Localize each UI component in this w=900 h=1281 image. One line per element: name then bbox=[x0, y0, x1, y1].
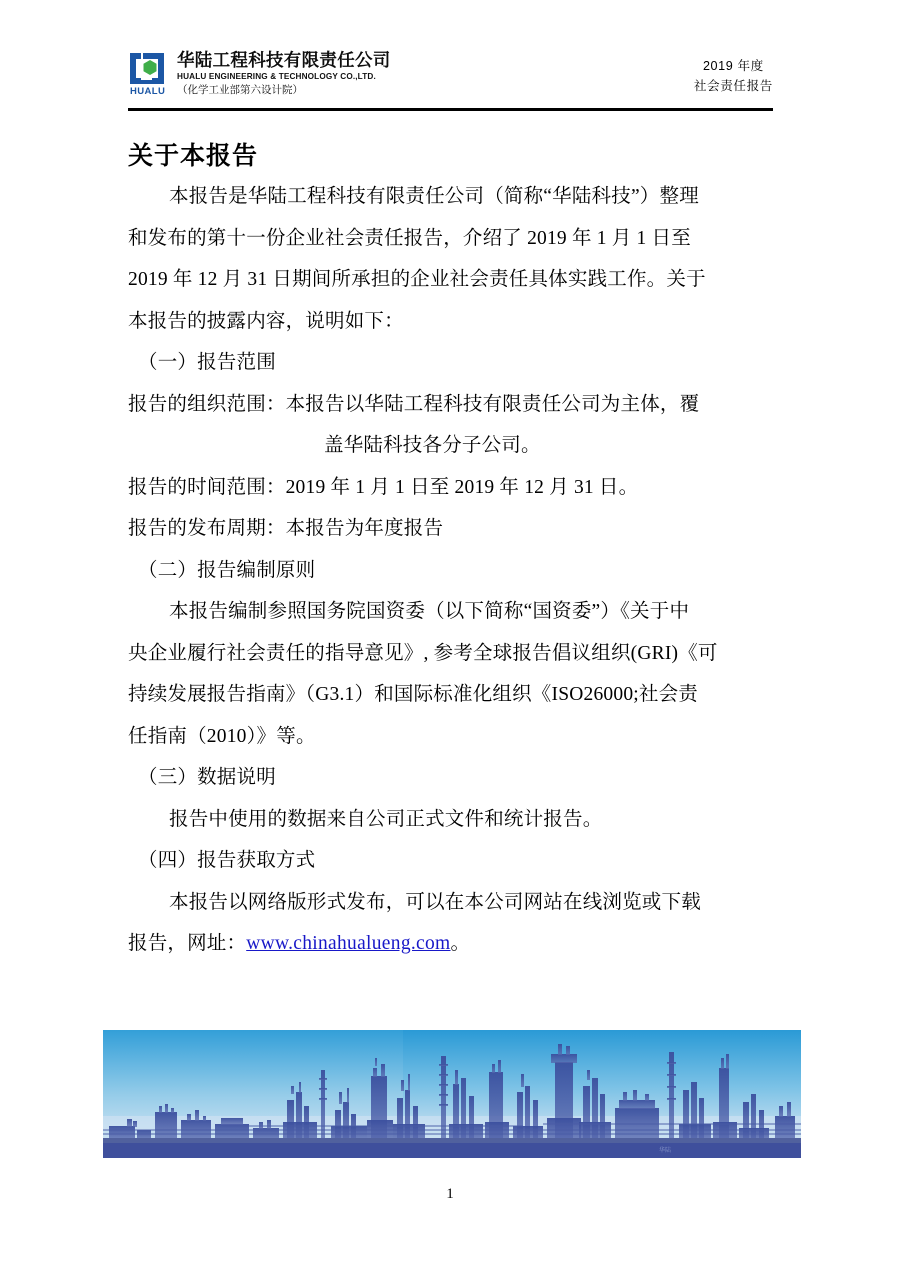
url-line-prefix: 报告，网址： bbox=[128, 933, 247, 954]
company-name-cn: 华陆工程科技有限责任公司 bbox=[177, 50, 391, 70]
heading-section-1 bbox=[128, 342, 776, 384]
heading-section-3 bbox=[128, 757, 776, 799]
heading-section-4 bbox=[128, 840, 776, 882]
section2-heading: （二）报告编制原则 bbox=[138, 559, 316, 581]
intro-line-2: 和发布的第十一份企业社会责任报告，介绍了 2019 年 1 月 1 日至 bbox=[128, 227, 691, 249]
intro-line-3: 2019 年 12 月 31 日期间所承担的企业社会责任具体实践工作。关于 bbox=[128, 269, 706, 290]
intro-line-1: 本报告是华陆工程科技有限责任公司（简称“华陆科技”）整理 bbox=[169, 186, 699, 207]
heading-section-2 bbox=[128, 550, 776, 592]
section3-heading: （三）数据说明 bbox=[138, 767, 276, 788]
svg-text:HUALU: HUALU bbox=[130, 86, 166, 96]
brand-text-block bbox=[177, 50, 391, 97]
paragraph-access-method bbox=[128, 882, 776, 965]
section2-line-2: 央企业履行社会责任的指导意见》, 参考全球报告倡议组织(GRI)《可 bbox=[128, 642, 718, 664]
report-year: 2019 年度 bbox=[702, 59, 764, 73]
section2-line-1: 本报告编制参照国务院国资委（以下简称“国资委”）《关于中 bbox=[169, 601, 690, 622]
company-brand bbox=[128, 50, 391, 97]
paragraph-preparation-principles bbox=[128, 591, 776, 757]
paragraph-report-scope bbox=[128, 384, 776, 467]
image-watermark: 华陆 bbox=[659, 1148, 672, 1154]
paragraph-data-notes bbox=[128, 799, 776, 841]
section3-line-1: 报告中使用的数据来自公司正式文件和统计报告。 bbox=[169, 808, 603, 830]
section4-line-1: 本报告以网络版形式发布，可以在本公司网站在线浏览或下载 bbox=[169, 891, 701, 913]
paragraph-intro bbox=[128, 176, 776, 342]
report-type: 社会责任报告 bbox=[693, 79, 773, 93]
section2-line-3: 持续发展报告指南》（G3.1）和国际标准化组织《ISO26000;社会责 bbox=[128, 684, 698, 705]
document-body bbox=[128, 176, 776, 965]
header-report-label bbox=[694, 50, 773, 96]
page-number: 1 bbox=[446, 1186, 454, 1202]
intro-line-4: 本报告的披露内容，说明如下： bbox=[128, 310, 404, 332]
scope-line-1: 报告的组织范围：本报告以华陆工程科技有限责任公司为主体，覆 bbox=[128, 393, 700, 415]
section2-line-4: 任指南（2010）》等。 bbox=[128, 725, 316, 747]
scope-line-2: 盖华陆科技各分子公司。 bbox=[324, 435, 541, 456]
header-divider bbox=[128, 108, 773, 111]
section1-heading: （一）报告范围 bbox=[138, 352, 276, 373]
publish-cycle-line: 报告的发布周期：本报告为年度报告 bbox=[128, 518, 444, 539]
industrial-plant-panorama-image bbox=[103, 1030, 801, 1158]
section4-line-2 bbox=[128, 923, 776, 965]
section4-heading: （四）报告获取方式 bbox=[138, 850, 316, 871]
page-title: 关于本报告 bbox=[128, 141, 259, 170]
report-website-link[interactable]: www.chinahualueng.com bbox=[246, 933, 451, 954]
company-subtitle-cn: （化学工业部第六设计院） bbox=[177, 84, 303, 96]
paragraph-publish-cycle bbox=[128, 508, 776, 550]
page-header bbox=[128, 50, 773, 106]
paragraph-time-range bbox=[128, 467, 776, 509]
time-range-line: 报告的时间范围：2019 年 1 月 1 日至 2019 年 12 月 31 日。 bbox=[128, 476, 639, 498]
hualu-logo-icon bbox=[128, 50, 170, 96]
url-line-suffix: 。 bbox=[450, 933, 471, 954]
company-name-en: HUALU ENGINEERING & TECHNOLOGY CO.,LTD. bbox=[177, 72, 376, 81]
